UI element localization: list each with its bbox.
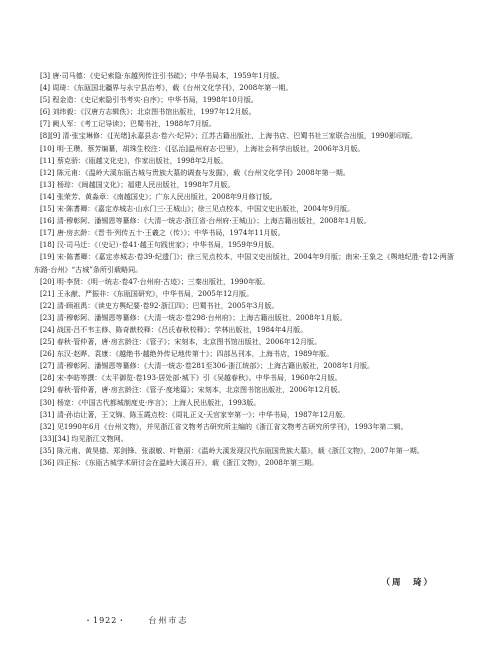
- reference-item: [31] 清·孙诒让著，王文锦、陈玉霞点校：《周礼正义·天官家宰第一》；中华书局，1987年12月版。: [40, 410, 350, 419]
- page-footer: [84, 615, 188, 626]
- reference-item: [22] 清·顾祖禹：《读史方舆纪要·卷92·浙江四》；巴蜀书社，2005年3月版。: [40, 301, 279, 310]
- reference-item: [30] 杨宽：《中国古代都城制度史·序言》；上海人民出版社，1993版。: [40, 398, 261, 407]
- reference-item: [10] 明·王瓒、蔡芳编纂，胡珠生校注：《[弘治]温州府志·巴里》，上海社会科学出版社，2006年3月版。: [40, 144, 365, 153]
- reference-item: [15] 宋·陈耆卿：《嘉定赤城志·山水门三·王城山》；徐三见点校本，中国文史出版社，2004年9月版。: [40, 205, 355, 214]
- reference-item: [18] 汉·司马迁：《（史记）·卷41·越王句践世家》；中华书局，1959年9月版。: [40, 241, 279, 250]
- reference-item: [35] 陈元甫、黄昊德、郑剑锋、张淑敏、叶艳丽：《温岭大溪发现汉代东瓯国贵族大墓》，载《浙江文物》，2007年第一期。: [40, 446, 424, 455]
- reference-item: [36] 四正标：《东瓯古城学术研讨会在温岭大溪召开》，载《浙江文物》，2008年第三期。: [40, 459, 319, 467]
- reference-item: [23] 清·穆彰阿、潘锡恩等纂修：《大清一统志·卷298·台州府》；上海古籍出版社，2008年1月版。: [40, 313, 347, 322]
- reference-item: [28] 宋·李昉等撰：《太平御览·卷193·居处部·城下》引《吴越春秋》。中华书局，1960年2月版。: [40, 374, 342, 383]
- reference-item: [13] 杨琮：《闽越国文化》；福建人民出版社，1998年7月版。: [40, 180, 235, 189]
- reference-item: [16] 清·穆彰阿、潘锡恩等纂修：《大清一统志·浙江省·台州府·王城山》；上海古籍出版社，2008年1月版。: [40, 217, 371, 226]
- reference-item: [21] 王永献、严振非：《东瓯国研究》，中华书局，2005年12月版。: [40, 289, 254, 298]
- reference-item: [27] 清·穆彰阿、潘锡恩等纂修：《大清一统志·卷281至306·浙江统部》；上海古籍出版社，2008年1月版。: [40, 362, 375, 371]
- reference-item: [7] 阙人军：《考工记导读》；巴蜀书社，1988年7月版。: [40, 120, 216, 129]
- reference-item: [29] 春秋·管仲著，唐·房玄龄注：《管子·度地篇》；宋刻本，北京图书馆出版社，2006年12月版。: [40, 386, 345, 395]
- reference-item: [32] 见1990年6月《台州文物》，并见浙江省文物考古研究所主编的《浙江省文物考古研究所学刊》，1993年第二辑。: [40, 422, 408, 431]
- reference-item: [17] 唐·房玄龄：《晋书·列传五十·王羲之（传）》；中华书局，1974年11月版。: [40, 229, 285, 238]
- reference-item: [14] 张荣芳、黄淼章：《南越国史》；广东人民出版社，2008年9月修订版。: [40, 192, 277, 201]
- reference-item: [19] 宋·陈耆卿：《嘉定赤城志·卷39·纪遗门》；徐三见点校本，中国文史出版社，2004年9月版；南宋·王象之《舆地纪胜·卷12·两浙东路·台州》“古城”条所引载略同。: [34, 253, 454, 274]
- reference-item: [25] 春秋·管仲著，唐·房玄龄注：《管子》；宋刻本，北京图书馆出版社，2006年12月版。: [40, 338, 322, 347]
- reference-item: [24] 战国·吕不韦主修、陈奇猷校释：《吕氏春秋校释》；学林出版社，1984年4月版。: [40, 325, 308, 334]
- page-number: ・1922・: [84, 616, 127, 625]
- reference-item: [4] 周琦：《东瓯国北疆界与永宁县治考》，载《台州文化学刊》，2008年第一期。: [40, 84, 293, 93]
- reference-item: [6] 刘纬毅：《汉唐方志辑佚》；北京图书馆出版社，1997年12月版。: [40, 108, 256, 117]
- reference-item: [26] 东汉·赵晔、袁康：《越绝书·越绝外传记地传第十》；四部丛刊本，上海书店，1989年版。: [40, 350, 334, 359]
- reference-item: [5] 程金造：《史记索隐引书考实·自序》；中华书局，1998年10月版。: [40, 96, 258, 105]
- reference-item: [8][9] 清·张宝琳修：《[光绪]永嘉县志·卷六·纪异》；江苏古籍出版社、上海书店、巴蜀书社三家联合出版，1990影印版。: [40, 132, 418, 141]
- reference-item: [12] 陈元甫：《温岭大溪东瓯古城与贵族大墓的调查与发掘》，载《台州文化学刊》2008年第一期。: [40, 168, 350, 177]
- reference-list: [34, 70, 454, 469]
- reference-item: [3] 唐·司马德：《史记索隐·东越列传注引书疏》；中华书局本，1959年1月版。: [40, 72, 284, 80]
- author-signature: （周 琦）: [381, 578, 434, 588]
- reference-item: [33][34] 均见浙江文物网。: [40, 434, 128, 443]
- reference-item: [11] 蔡克骄：《瓯越文化史》，作家出版社，1998年2月版。: [40, 156, 228, 165]
- book-title: 台州市志: [148, 616, 189, 625]
- reference-item: [20] 明·李贤：《明一统志·卷47·台州府·古迹》；三秦出版社，1990年版。: [40, 277, 270, 286]
